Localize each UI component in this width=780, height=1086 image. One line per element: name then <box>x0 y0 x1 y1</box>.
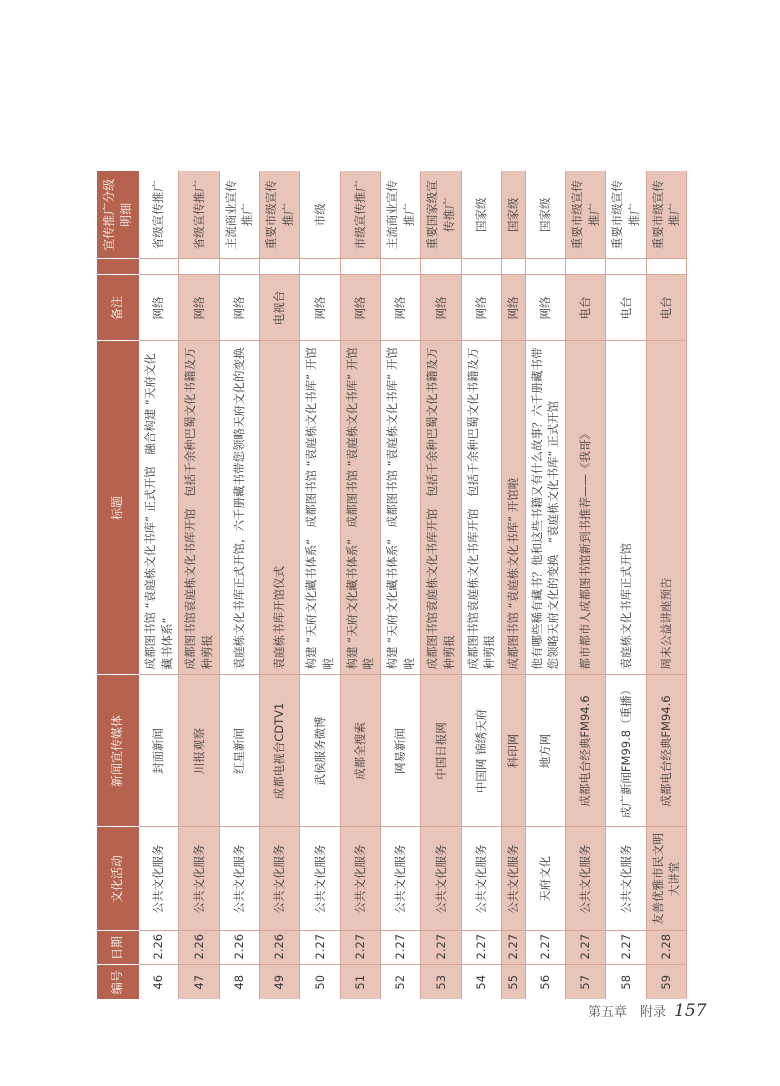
cell-no: 46 <box>139 965 179 999</box>
cell-date: 2.27 <box>461 931 501 965</box>
cell-media: 网易新闻 <box>381 675 421 827</box>
cell-level: 重要市级宣传推广 <box>646 171 686 259</box>
cell-note: 网络 <box>461 275 501 341</box>
table-row <box>179 171 219 999</box>
cell-title: 成都图书馆袁庭栋文化书库开馆 包括千余种巴蜀文化书籍及万种剪报 <box>461 341 501 675</box>
table-row <box>381 171 421 999</box>
cell-activity: 公共文化服务 <box>381 827 421 931</box>
cell-title: 构建 “天府文化藏书体系” 成都图书馆 “袁庭栋文化书库” 开馆啦 <box>340 341 380 675</box>
cell-gap <box>300 259 340 275</box>
cell-media: 武侯服务微博 <box>300 675 340 827</box>
cell-level: 国家级 <box>525 171 565 259</box>
cell-level: 国家级 <box>502 171 526 259</box>
cell-note: 网络 <box>525 275 565 341</box>
cell-note: 电台 <box>566 275 606 341</box>
cell-level: 重要国家级宣传推广 <box>421 171 461 259</box>
cell-title: 都市都市人成都图书馆新到书推荐——《我哥》 <box>566 341 606 675</box>
cell-no: 50 <box>300 965 340 999</box>
cell-note: 网络 <box>421 275 461 341</box>
cell-level: 重要市级宣传推广 <box>566 171 606 259</box>
cell-level: 重要市级宣传推广 <box>606 171 646 259</box>
cell-note: 网络 <box>219 275 259 341</box>
cell-media: 地方网 <box>525 675 565 827</box>
cell-note: 电台 <box>606 275 646 341</box>
cell-gap <box>179 259 219 275</box>
cell-level: 省级宣传推广 <box>139 171 179 259</box>
cell-no: 54 <box>461 965 501 999</box>
cell-date: 2.27 <box>502 931 526 965</box>
cell-no: 55 <box>502 965 526 999</box>
cell-activity: 公共文化服务 <box>340 827 380 931</box>
cell-media: 成都全搜索 <box>340 675 380 827</box>
table-row <box>525 171 565 999</box>
cell-activity: 公共文化服务 <box>260 827 300 931</box>
cell-title: 袁庭栋文化书库正式开馆 <box>606 341 646 675</box>
cell-title: 袁庭栋文化书库正式开馆，六千册藏书带您领略天府文化的变换 <box>219 341 259 675</box>
header-no: 编号 <box>97 965 139 999</box>
cell-gap <box>260 259 300 275</box>
table-row <box>219 171 259 999</box>
cell-date: 2.26 <box>139 931 179 965</box>
cell-note: 网络 <box>179 275 219 341</box>
cell-activity: 公共文化服务 <box>606 827 646 931</box>
cell-media: 科印网 <box>502 675 526 827</box>
cell-activity: 公共文化服务 <box>219 827 259 931</box>
cell-no: 58 <box>606 965 646 999</box>
header-title: 标题 <box>97 341 139 675</box>
cell-note: 网络 <box>300 275 340 341</box>
table-row <box>566 171 606 999</box>
cell-activity: 天府文化 <box>525 827 565 931</box>
cell-activity: 公共文化服务 <box>566 827 606 931</box>
cell-level: 主流商业宣传推广 <box>219 171 259 259</box>
cell-date: 2.27 <box>525 931 565 965</box>
cell-no: 51 <box>340 965 380 999</box>
cell-activity: 公共文化服务 <box>461 827 501 931</box>
cell-activity: 公共文化服务 <box>502 827 526 931</box>
cell-gap <box>502 259 526 275</box>
cell-level: 省级宣传推广 <box>179 171 219 259</box>
header-note: 备注 <box>97 275 139 341</box>
cell-level: 国家级 <box>461 171 501 259</box>
cell-activity: 公共文化服务 <box>179 827 219 931</box>
cell-level: 市级 <box>300 171 340 259</box>
cell-title: 成都图书馆袁庭栋文化书库开馆 包括千余种巴蜀文化书籍及万种剪报 <box>179 341 219 675</box>
cell-date: 2.26 <box>260 931 300 965</box>
cell-date: 2.27 <box>300 931 340 965</box>
cell-gap <box>139 259 179 275</box>
table-header-row <box>97 171 139 999</box>
cell-note: 网络 <box>139 275 179 341</box>
cell-title: 袁庭栋书库开馆仪式 <box>260 341 300 675</box>
cell-gap <box>606 259 646 275</box>
page-footer <box>588 1001 706 1021</box>
cell-date: 2.27 <box>566 931 606 965</box>
cell-date: 2.27 <box>340 931 380 965</box>
media-coverage-table <box>97 171 687 999</box>
cell-no: 53 <box>421 965 461 999</box>
cell-title: 成都图书馆 “袁庭栋文化书库” 开馆啦 <box>502 341 526 675</box>
cell-date: 2.27 <box>381 931 421 965</box>
cell-level: 重要市级宣传推广 <box>260 171 300 259</box>
cell-gap <box>381 259 421 275</box>
cell-no: 59 <box>646 965 686 999</box>
table-row <box>300 171 340 999</box>
cell-title: 他有哪些稀有藏书？他和这些书籍又有什么故事？六千册藏书带您领略天府文化的变换 “袁庭栋文化书库” 正式开馆 <box>525 341 565 675</box>
cell-gap <box>566 259 606 275</box>
cell-date: 2.26 <box>179 931 219 965</box>
header-level: 宣传推广分级明细 <box>97 171 139 259</box>
cell-note: 电视台 <box>260 275 300 341</box>
page-number: 157 <box>674 1001 707 1021</box>
cell-gap <box>646 259 686 275</box>
cell-no: 56 <box>525 965 565 999</box>
cell-title: 成都图书馆 “袁庭栋文化书库” 正式开馆 融合构建 “天府文化藏书体系” <box>139 341 179 675</box>
cell-gap <box>340 259 380 275</box>
table-row <box>606 171 646 999</box>
cell-note: 网络 <box>381 275 421 341</box>
cell-media: 川报观察 <box>179 675 219 827</box>
table-row <box>421 171 461 999</box>
cell-date: 2.27 <box>421 931 461 965</box>
cell-gap <box>421 259 461 275</box>
cell-no: 52 <box>381 965 421 999</box>
header-date: 日期 <box>97 931 139 965</box>
cell-media: 成都电台经典FM94.6 <box>646 675 686 827</box>
cell-media: 红星新闻 <box>219 675 259 827</box>
cell-title: 构建 “天府文化藏书体系” 成都图书馆 “袁庭栋文化书库” 开馆啦 <box>381 341 421 675</box>
cell-media: 中国日报网 <box>421 675 461 827</box>
header-gap <box>97 259 139 275</box>
cell-date: 2.26 <box>219 931 259 965</box>
table-body <box>139 171 687 999</box>
header-activity: 文化活动 <box>97 827 139 931</box>
chapter-label: 第五章 附录 <box>588 1005 667 1020</box>
cell-date: 2.28 <box>646 931 686 965</box>
cell-media: 中国网 锦绣天府 <box>461 675 501 827</box>
cell-title: 成都图书馆袁庭栋文化书库开馆 包括千余种巴蜀文化书籍及万种剪报 <box>421 341 461 675</box>
header-media: 新闻宣传媒体 <box>97 675 139 827</box>
cell-activity: 公共文化服务 <box>421 827 461 931</box>
cell-no: 48 <box>219 965 259 999</box>
cell-date: 2.27 <box>606 931 646 965</box>
cell-media: 成广新闻FM99.8（重播） <box>606 675 646 827</box>
cell-gap <box>219 259 259 275</box>
cell-activity: 公共文化服务 <box>300 827 340 931</box>
cell-title: 周末公益讲座预告 <box>646 341 686 675</box>
cell-gap <box>525 259 565 275</box>
table-row <box>646 171 686 999</box>
appendix-table-container <box>97 171 682 999</box>
cell-activity: 友善优雅市民文明大讲堂 <box>646 827 686 931</box>
table-row <box>340 171 380 999</box>
cell-note: 电台 <box>646 275 686 341</box>
cell-media: 封面新闻 <box>139 675 179 827</box>
cell-level: 市级宣传推广 <box>340 171 380 259</box>
cell-no: 47 <box>179 965 219 999</box>
cell-title: 构建 “天府文化藏书体系” 成都图书馆 “袁庭栋文化书库” 开馆啦 <box>300 341 340 675</box>
cell-level: 主流商业宣传推广 <box>381 171 421 259</box>
cell-activity: 公共文化服务 <box>139 827 179 931</box>
table-row <box>461 171 501 999</box>
cell-gap <box>461 259 501 275</box>
cell-note: 网络 <box>340 275 380 341</box>
table-row <box>260 171 300 999</box>
table-row <box>502 171 526 999</box>
cell-no: 49 <box>260 965 300 999</box>
table-row <box>139 171 179 999</box>
cell-media: 成都电台经典FM94.6 <box>566 675 606 827</box>
cell-no: 57 <box>566 965 606 999</box>
cell-note: 网络 <box>502 275 526 341</box>
cell-media: 成都电视台CDTV1 <box>260 675 300 827</box>
